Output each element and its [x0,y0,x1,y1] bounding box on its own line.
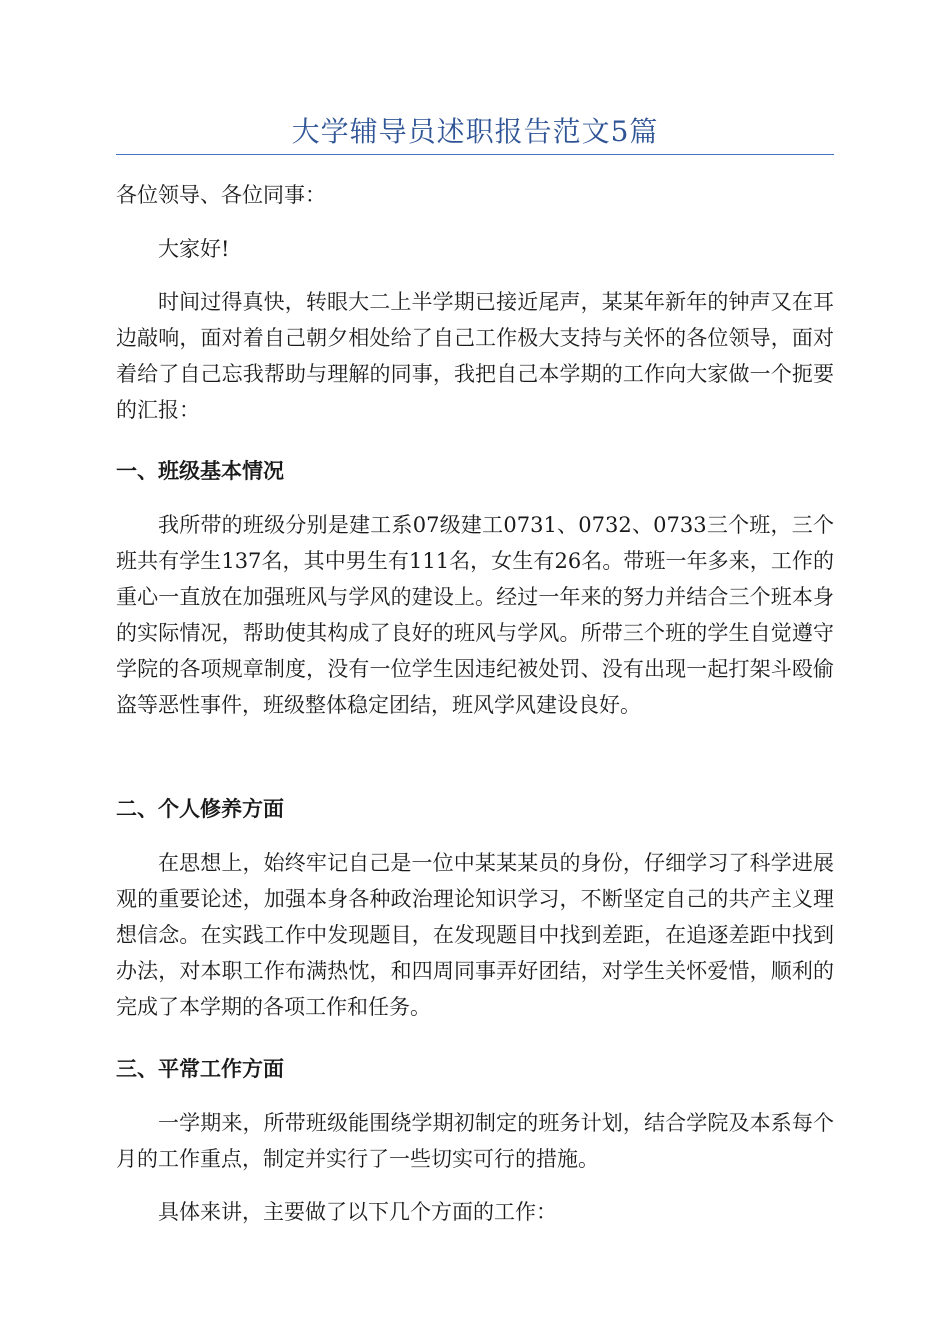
section-heading: 二、个人修养方面 [116,796,284,821]
section-paragraph: 我所带的班级分别是建工系07级建工0731、0732、0733三个班，三个班共有学生137名，其中男生有111名，女生有26名。带班一年多来，工作的重心一直放在加强班风与学风的建设上。经过一年来的努力并结合三个班本身的实际情况，帮助使其构成了良好的班风与学风。所带三个班的学生自觉遵守学院的各项规章制度，没有一位学生因违纪被处罚、没有出现一起打架斗殴偷盗等恶性事件，班级整体稳定团结，班风学风建设良好。 [116,513,834,717]
section-heading: 一、班级基本情况 [116,458,284,483]
greeting: 大家好! [158,237,230,261]
title-underline [116,154,834,155]
section-paragraph: 在思想上，始终牢记自己是一位中某某某员的身份，仔细学习了科学进展观的重要论述，加强本身各种政治理论知识学习，不断坚定自己的共产主义理想信念。在实践工作中发现题目，在发现题目中找到差距，在追逐差距中找到办法，对本职工作布满热忱，和四周同事弄好团结，对学生关怀爱惜，顺利的完成了本学期的各项工作和任务。 [116,851,834,1019]
intro-paragraph: 时间过得真快，转眼大二上半学期已接近尾声，某某年新年的钟声又在耳边敲响，面对着自己朝夕相处给了自己工作极大支持与关怀的各位领导，面对着给了自己忘我帮助与理解的同事，我把自己本学期的工作向大家做一个扼要的汇报： [116,290,834,422]
section-paragraph: 具体来讲，主要做了以下几个方面的工作： [158,1200,557,1224]
document-title: 大学辅导员述职报告范文5篇 [291,115,659,148]
salutation: 各位领导、各位同事： [116,183,326,207]
section-paragraph: 一学期来，所带班级能围绕学期初制定的班务计划，结合学院及本系每个月的工作重点，制定并实行了一些切实可行的措施。 [116,1111,834,1171]
section-heading: 三、平常工作方面 [116,1056,284,1081]
